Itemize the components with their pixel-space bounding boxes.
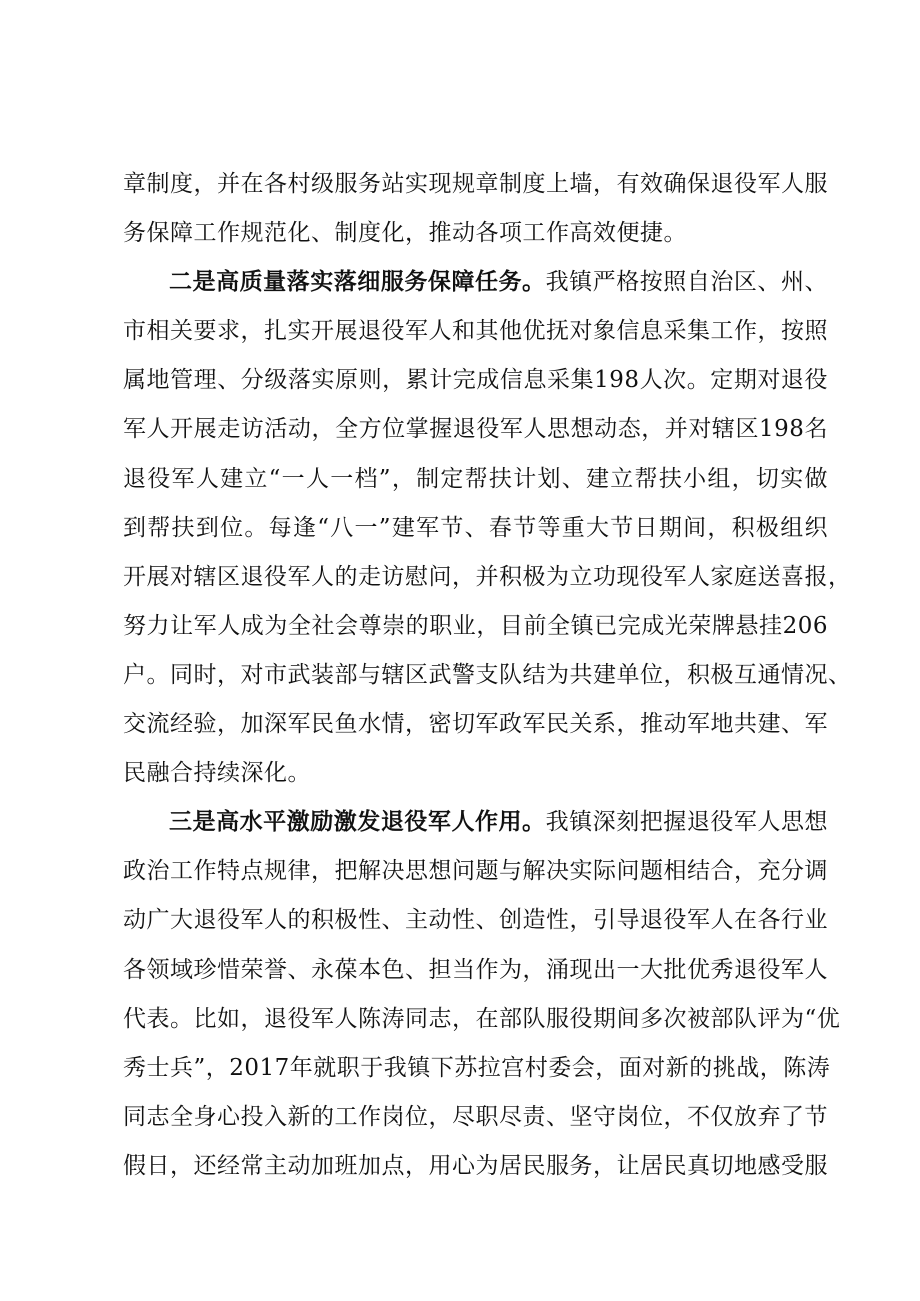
- paragraph-3-heading: 三是高水平激励激发退役军人作用。: [169, 809, 546, 836]
- paragraph-3-first-line-text: 我镇深刻把握退役军人思想: [545, 809, 829, 836]
- paragraph-2-line-5: 退役军人建立“一人一档”，制定帮扶计划、建立帮扶小组，切实做: [123, 465, 828, 492]
- paragraph-3-line-8: 假日，还经常主动加班加点，用心为居民服务，让居民真切地感受服: [123, 1152, 828, 1179]
- paragraph-2-line-4: 军人开展走访活动，全方位掌握退役军人思想动态，并对辖区198名: [123, 416, 828, 443]
- paragraph-1-line-1: 章制度，并在各村级服务站实现规章制度上墙，有效确保退役军人服: [123, 171, 828, 197]
- paragraph-2-first-line-text: 我镇严格按照自治区、州、: [545, 269, 829, 296]
- paragraph-2-line-6: 到帮扶到位。每逢“八一”建军节、春节等重大节日期间，积极组织: [123, 514, 828, 541]
- paragraph-3-line-2: 政治工作特点规律，把解决思想问题与解决实际问题相结合，充分调: [123, 858, 828, 885]
- paragraph-2-line-8: 努力让军人成为全社会尊崇的职业，目前全镇已完成光荣牌悬挂206: [123, 612, 828, 639]
- paragraph-2-line-3: 属地管理、分级落实原则，累计完成信息采集198人次。定期对退役: [123, 367, 828, 394]
- paragraph-2-line-7: 开展对辖区退役军人的走访慰问，并积极为立功现役军人家庭送喜报，: [123, 563, 852, 590]
- paragraph-3-line-1: [123, 798, 828, 847]
- paragraph-2-line-10: 交流经验，加深军民鱼水情，密切军政军民关系，推动军地共建、军: [123, 711, 828, 738]
- document-body: [123, 160, 852, 1191]
- paragraph-2-line-9: 户。同时，对市武装部与辖区武警支队结为共建单位，积极互通情况、: [123, 661, 852, 688]
- paragraph-3-line-5: 代表。比如，退役军人陈涛同志，在部队服役期间多次被部队评为“优: [123, 1005, 841, 1032]
- paragraph-2-heading: 二是高质量落实落细服务保障任务。: [169, 269, 546, 296]
- paragraph-1-line-2: 务保障工作规范化、制度化，推动各项工作高效便捷。: [123, 220, 687, 247]
- paragraph-3-line-4: 各领域珍惜荣誉、永葆本色、担当作为，涌现出一大批优秀退役军人: [123, 956, 828, 983]
- paragraph-2-line-1: [123, 258, 828, 307]
- paragraph-3-line-7: 同志全身心投入新的工作岗位，尽职尽责、坚守岗位，不仅放弃了节: [123, 1103, 828, 1130]
- paragraph-2-line-11: 民融合持续深化。: [123, 760, 311, 787]
- paragraph-2-line-2: 市相关要求，扎实开展退役军人和其他优抚对象信息采集工作，按照: [123, 318, 828, 345]
- paragraph-3-line-3: 动广大退役军人的积极性、主动性、创造性，引导退役军人在各行业: [123, 907, 828, 934]
- paragraph-3-line-6: 秀士兵”，2017年就职于我镇下苏拉宫村委会，面对新的挑战，陈涛: [123, 1054, 831, 1081]
